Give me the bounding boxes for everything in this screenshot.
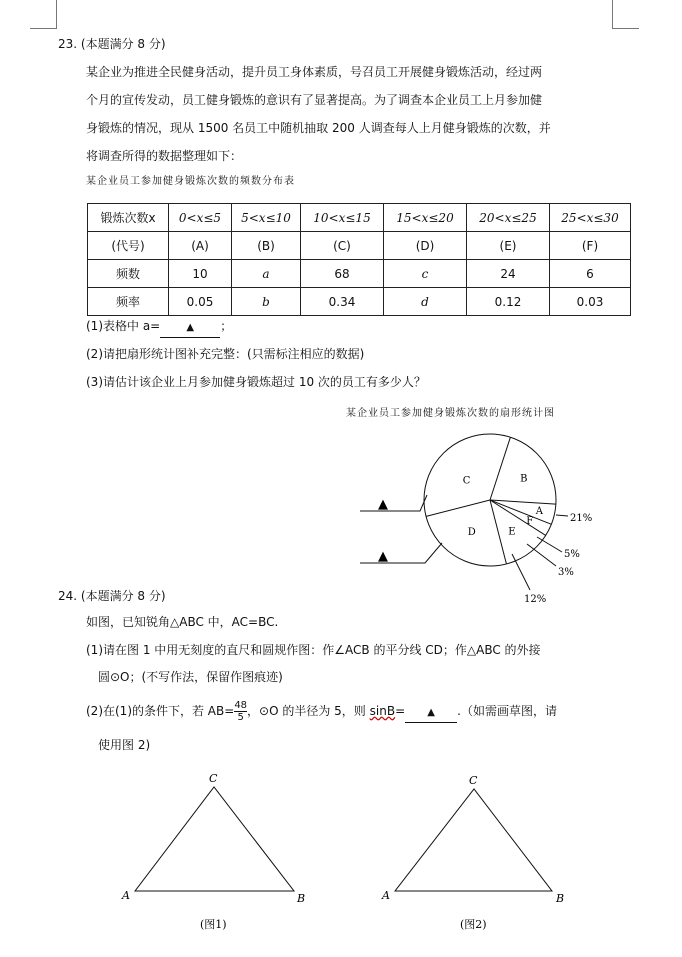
table-row bbox=[88, 204, 631, 232]
table-cell: a bbox=[232, 260, 301, 288]
leader-line-c bbox=[360, 495, 427, 511]
pie-value-label-c: ▲ bbox=[378, 497, 388, 512]
fraction-denominator: 5 bbox=[237, 712, 244, 723]
table-cell: 25<x≤30 bbox=[550, 204, 631, 232]
table-cell: 锻炼次数x bbox=[88, 204, 169, 232]
q23-line-4: 将调查所得的数据整理如下： bbox=[86, 149, 243, 163]
table-cell: b bbox=[232, 288, 301, 316]
pie-value-label-b: 21% bbox=[570, 513, 593, 524]
fig1-caption: (图1) bbox=[200, 918, 227, 931]
leader-line-b bbox=[556, 515, 568, 516]
pie-slice-label-f: F bbox=[526, 516, 534, 527]
q23-header: 23. (本题满分 8 分) bbox=[58, 37, 166, 51]
pie-value-label-a: 5% bbox=[564, 549, 580, 560]
q24-sub1-line1: (1)请在图 1 中用无刻度的直尺和圆规作图：作∠ACB 的平分线 CD；作△ABC 的外接 bbox=[86, 643, 541, 657]
pie-slice-label-c: C bbox=[462, 475, 471, 487]
table-cell: 0.34 bbox=[301, 288, 384, 316]
table-cell: (D) bbox=[384, 232, 467, 260]
pie-value-label-f: 3% bbox=[558, 567, 574, 578]
table-cell: 5<x≤10 bbox=[232, 204, 301, 232]
table-cell: 频率 bbox=[88, 288, 169, 316]
table-cell: (C) bbox=[301, 232, 384, 260]
q24-header: 24. (本题满分 8 分) bbox=[58, 589, 166, 603]
table-cell: (A) bbox=[169, 232, 232, 260]
figures bbox=[0, 757, 682, 957]
table-cell: 0.03 bbox=[550, 288, 631, 316]
triangle-fig1 bbox=[135, 787, 294, 891]
fig2-caption: (图2) bbox=[460, 918, 487, 931]
crop-mark-right bbox=[612, 0, 639, 29]
table-cell: 24 bbox=[467, 260, 550, 288]
fig1-label-c: C bbox=[209, 772, 218, 785]
pie-caption: 某企业员工参加健身锻炼次数的扇形统计图 bbox=[346, 408, 555, 419]
sub2-part-b: ，⊙O 的半径为 5，则 bbox=[247, 704, 366, 718]
fig2-label-a: A bbox=[382, 889, 390, 902]
fig2-label-b: B bbox=[556, 892, 565, 905]
table-cell: d bbox=[384, 288, 467, 316]
q24-sub2-line2: 使用图 2) bbox=[98, 738, 151, 752]
table-row bbox=[88, 232, 631, 260]
table-cell: 15<x≤20 bbox=[384, 204, 467, 232]
leader-line-a bbox=[537, 537, 562, 552]
q23-sub1 bbox=[86, 317, 232, 338]
q23-sub3: (3)请估计该企业上月参加健身锻炼超过 10 次的员工有多少人？ bbox=[86, 375, 426, 389]
sub2-equals: = bbox=[395, 704, 406, 718]
table-cell: 6 bbox=[550, 260, 631, 288]
triangle-fig2 bbox=[395, 789, 552, 891]
pie-slice-label-d: D bbox=[467, 527, 476, 538]
table-row bbox=[88, 288, 631, 316]
table-cell: 68 bbox=[301, 260, 384, 288]
sinB-label: sinB bbox=[369, 704, 396, 718]
pie-slice-label-a: A bbox=[535, 505, 544, 517]
sub2-part-c: .（如需画草图，请 bbox=[457, 704, 557, 718]
pie-value-label-d: ▲ bbox=[378, 549, 388, 564]
pie-slice-label-b: B bbox=[520, 473, 528, 485]
leader-line-f bbox=[527, 544, 556, 566]
table-cell: 频数 bbox=[88, 260, 169, 288]
q24-sub2 bbox=[86, 700, 557, 723]
table-cell: 0.05 bbox=[169, 288, 232, 316]
table-cell: (代号) bbox=[88, 232, 169, 260]
leader-line-d bbox=[360, 543, 442, 563]
table-cell: (B) bbox=[232, 232, 301, 260]
pie-slice-label-e: E bbox=[508, 526, 516, 538]
fraction-48-5 bbox=[234, 700, 247, 723]
fraction-numerator: 48 bbox=[234, 700, 248, 711]
q24-intro: 如图，已知锐角△ABC 中，AC=BC. bbox=[86, 615, 279, 629]
q23-line-2: 个月的宣传发动，员工健身锻炼的意识有了显著提高。为了调查本企业员工上月参加健 bbox=[86, 93, 543, 107]
fig1-label-b: B bbox=[297, 892, 306, 905]
q23-sub2: (2)请把扇形统计图补充完整：(只需标注相应的数据) bbox=[86, 347, 365, 361]
sub1-suffix: ； bbox=[220, 319, 233, 333]
leader-line-e bbox=[512, 554, 530, 590]
q23-line-3: 身锻炼的情况，现从 1500 名员工中随机抽取 200 人调查每人上月健身锻炼的次数，并 bbox=[86, 121, 551, 135]
sub2-part-a: (2)在(1)的条件下，若 AB= bbox=[86, 704, 235, 718]
pie-value-label-e: 12% bbox=[524, 594, 547, 605]
table-cell: 0<x≤5 bbox=[169, 204, 232, 232]
answer-blank: ▲ bbox=[160, 319, 220, 338]
table-cell: (F) bbox=[550, 232, 631, 260]
frequency-table bbox=[87, 203, 631, 316]
q24-sub1-line2: 圆⊙O；(不写作法，保留作图痕迹) bbox=[98, 670, 283, 684]
table-cell: 20<x≤25 bbox=[467, 204, 550, 232]
table-caption: 某企业员工参加健身锻炼次数的频数分布表 bbox=[86, 176, 295, 187]
table-cell: 0.12 bbox=[467, 288, 550, 316]
table-row bbox=[88, 260, 631, 288]
sub1-prefix: (1)表格中 a= bbox=[86, 319, 161, 333]
table-cell: (E) bbox=[467, 232, 550, 260]
fig2-label-c: C bbox=[469, 774, 478, 787]
q23-line-1: 某企业为推进全民健身活动，提升员工身体素质，号召员工开展健身锻炼活动，经过两 bbox=[86, 65, 543, 79]
crop-mark-left bbox=[30, 0, 57, 29]
fig1-label-a: A bbox=[122, 889, 130, 902]
answer-blank-2: ▲ bbox=[405, 704, 457, 723]
pie-slice-boundary bbox=[490, 500, 506, 564]
table-cell: 10<x≤15 bbox=[301, 204, 384, 232]
table-cell: 10 bbox=[169, 260, 232, 288]
pie-slice-boundary bbox=[490, 437, 510, 500]
table-cell: c bbox=[384, 260, 467, 288]
pie-slice-boundary bbox=[426, 500, 490, 516]
